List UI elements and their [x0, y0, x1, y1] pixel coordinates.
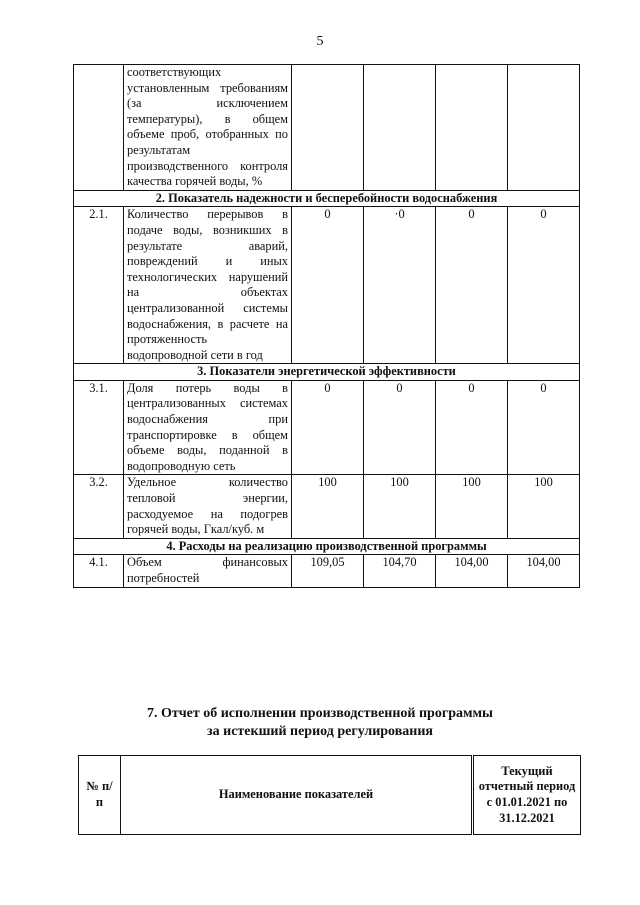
value-cell: 104,00: [508, 555, 580, 587]
value-cell: 0: [292, 380, 364, 475]
indicators-table: [73, 64, 580, 588]
value-cell: 0: [436, 380, 508, 475]
table-row: [74, 380, 580, 475]
section-header: [74, 538, 580, 555]
value-cell: 0: [292, 207, 364, 364]
value-cell: ·0: [364, 207, 436, 364]
row-number: 3.1.: [74, 380, 124, 475]
section-header: [74, 364, 580, 381]
table-row: [74, 475, 580, 538]
column-header-number: № п/п: [79, 756, 121, 835]
row-number-cell: [74, 65, 124, 191]
row-description: соответствующих установленным требованиям (за исключением температуры), в общем объеме проб, отобранных по результатам производственного контроля качества горячей воды, %: [124, 65, 292, 191]
row-description: Удельное количество тепловой энергии, расходуемое на подогрев горячей воды, Гкал/куб. м: [124, 475, 292, 538]
value-cell: 104,00: [436, 555, 508, 587]
value-cell: 104,70: [364, 555, 436, 587]
section-header: [74, 190, 580, 207]
value-cell: 100: [364, 475, 436, 538]
row-number: 4.1.: [74, 555, 124, 587]
section-title: 3. Показатели энергетической эффективности: [74, 364, 580, 381]
column-header-name: Наименование показателей: [121, 756, 473, 835]
value-cell: [364, 65, 436, 191]
row-number: 2.1.: [74, 207, 124, 364]
value-cell: 100: [508, 475, 580, 538]
value-cell: 0: [436, 207, 508, 364]
table-row: [74, 207, 580, 364]
row-description: Количество перерывов в подаче воды, возникших в результате аварий, повреждений и иных технологических нарушений на объектах централизованной системы водоснабжения, в расчете на протяженность водопроводной сети в год: [124, 207, 292, 364]
value-cell: 0: [364, 380, 436, 475]
value-cell: 0: [508, 207, 580, 364]
section-title: 2. Показатель надежности и бесперебойности водоснабжения: [74, 190, 580, 207]
value-cell: 100: [436, 475, 508, 538]
table-row: [74, 65, 580, 191]
column-header-period: Текущий отчетный период с 01.01.2021 по 31.12.2021: [473, 756, 581, 835]
row-number: 3.2.: [74, 475, 124, 538]
value-cell: 109,05: [292, 555, 364, 587]
value-cell: 100: [292, 475, 364, 538]
value-cell: [508, 65, 580, 191]
row-description: Объем финансовых потребностей: [124, 555, 292, 587]
table-row: [74, 555, 580, 587]
report-header-row: [79, 756, 581, 835]
row-description: Доля потерь воды в централизованных системах водоснабжения при транспортировке в общем объеме воды, поданной в водопроводную сеть: [124, 380, 292, 475]
report-table: [78, 755, 581, 835]
value-cell: 0: [508, 380, 580, 475]
report-title-line-2: за истекший период регулирования: [207, 724, 433, 739]
report-title-line-1: 7. Отчет об исполнении производственной программы: [146, 706, 493, 721]
section-title: 4. Расходы на реализацию производственной программы: [74, 538, 580, 555]
value-cell: [436, 65, 508, 191]
page-number: 5: [316, 34, 324, 49]
report-heading: [0, 705, 640, 741]
value-cell: [292, 65, 364, 191]
